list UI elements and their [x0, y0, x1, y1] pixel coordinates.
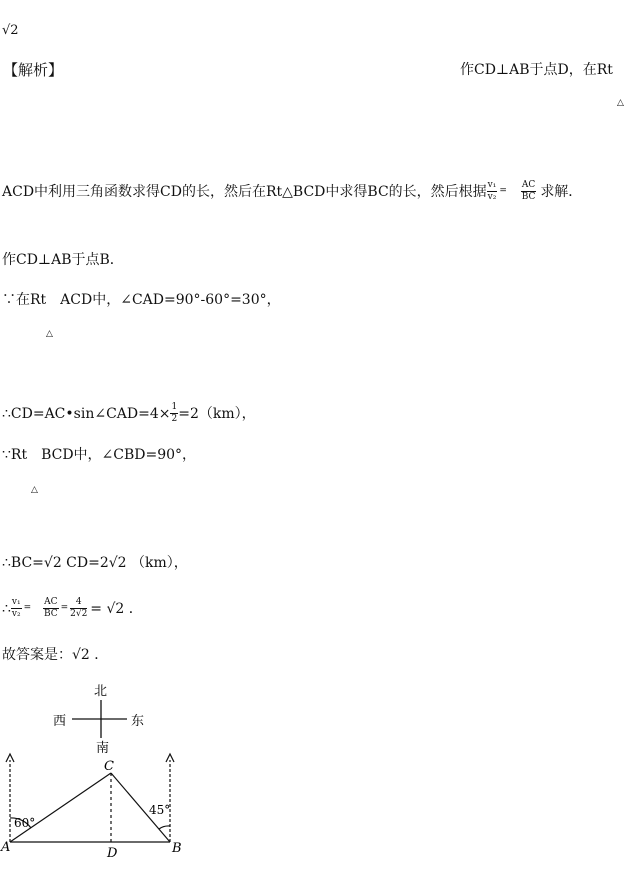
compass-south-label: 南 [96, 741, 110, 756]
frac-num: AC [44, 597, 58, 607]
frac-num: 4 [70, 598, 87, 609]
method-text-part1: ACD中利用三角函数求得CD的长，然后在Rt△BCD中求得BC的长，然后根据 [2, 183, 487, 200]
frac-den: v₂ [487, 192, 497, 202]
point-a-label: A [1, 840, 11, 855]
solution-step-4: ∵Rt BCD中，∠CBD=90°， [2, 447, 197, 463]
frac-num: v₁ [487, 180, 497, 190]
point-c-label: C [104, 759, 114, 774]
step4-triangle-symbol: △ [31, 485, 38, 495]
top-sqrt-text: √2 [2, 23, 19, 38]
step2-triangle-symbol: △ [46, 329, 53, 339]
compass-north-label: 北 [94, 684, 108, 699]
final-answer: 故答案是：√2 ． [2, 647, 109, 663]
step3-text-part1: ∴CD=AC•sin∠CAD=4× [2, 405, 171, 422]
segment-ac [10, 773, 111, 842]
solution-step-2: ∵在Rt ACD中，∠CAD=90°-60°=30°， [2, 292, 281, 308]
frac-den: BC [521, 192, 536, 202]
solution-step-1: 作CD⊥AB于点B． [2, 252, 124, 268]
angle-a-label: 60° [14, 816, 36, 830]
method-equals: = [499, 186, 507, 196]
intro-triangle-symbol: △ [617, 98, 624, 108]
angle-b-label: 45° [149, 803, 171, 817]
frac-num: 1 [171, 402, 178, 412]
angle-arc-b [159, 826, 170, 829]
compass-east-label: 东 [131, 714, 145, 729]
compass-west-label: 西 [53, 714, 67, 729]
step6-result: = √2 ． [90, 600, 143, 617]
frac-den: 2 [171, 414, 178, 424]
point-d-label: D [107, 846, 118, 861]
method-text-part2: 求解． [540, 183, 583, 200]
frac-den: 2√2 [70, 609, 88, 619]
point-b-label: B [172, 841, 182, 856]
frac-den: v₂ [11, 609, 21, 619]
step6-equals-1: = [23, 603, 32, 613]
step6-therefore: ∴ [2, 600, 11, 617]
analysis-intro-right: 作CD⊥AB于点D，在Rt [460, 62, 613, 78]
solution-step-5: ∴BC=√2 CD=2√2 （km）， [2, 555, 188, 571]
step3-text-part2: =2（km）， [178, 405, 256, 422]
analysis-heading: 【解析】 [3, 61, 64, 79]
compass-rose [72, 700, 127, 738]
frac-den: BC [44, 609, 58, 619]
frac-num: AC [521, 180, 536, 190]
frac-num: v₁ [11, 597, 21, 607]
step6-equals-2: = [60, 603, 69, 613]
